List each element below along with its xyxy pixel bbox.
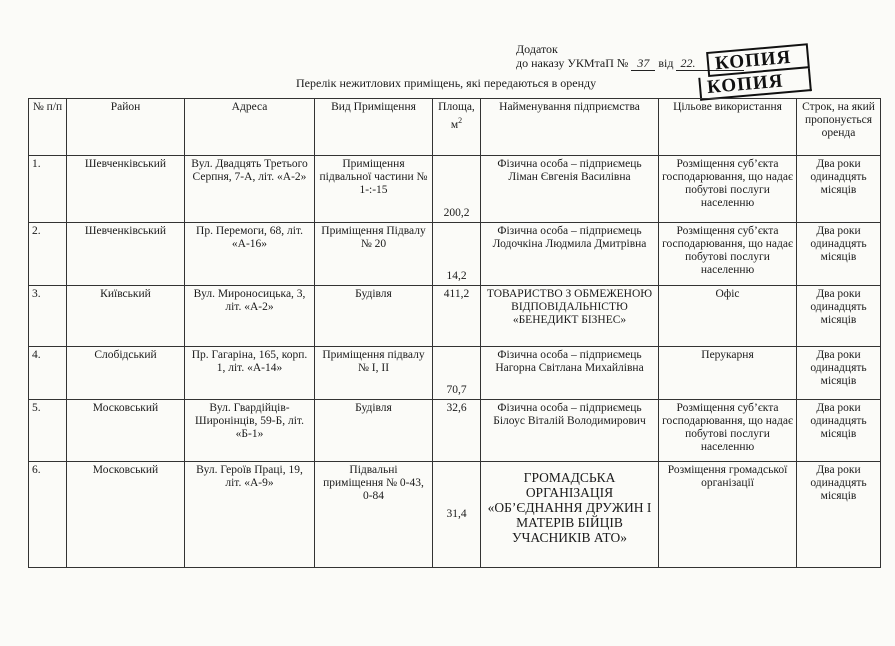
cell-purpose: Розміщення суб’єкта господарювання, що надає побутові послуги населенню <box>659 156 797 223</box>
col-header-term: Строк, на який пропонується оренда <box>797 99 881 156</box>
cell-area: 32,6 <box>433 399 481 462</box>
cell-purpose: Розміщення суб’єкта господарювання, що надає побутові послуги населенню <box>659 399 797 462</box>
cell-term: Два роки одинадцять місяців <box>797 399 881 462</box>
stamp-line-1: КОПИЯ <box>706 43 810 77</box>
cell-area: 31,4 <box>433 462 481 568</box>
cell-district: Київський <box>67 285 185 346</box>
stamp-line-2: КОПИЯ <box>698 68 812 101</box>
cell-premise-type: Приміщення Підвалу № 20 <box>315 222 433 285</box>
cell-purpose: Перукарня <box>659 346 797 399</box>
premises-table <box>28 98 881 568</box>
cell-no: 6. <box>29 462 67 568</box>
cell-term: Два роки одинадцять місяців <box>797 346 881 399</box>
cell-address: Вул. Двадцять Третього Серпня, 7-А, літ. «А-2» <box>185 156 315 223</box>
cell-enterprise: Фізична особа – підприємець Лодочкіна Людмила Дмитрівна <box>481 222 659 285</box>
cell-district: Слобідський <box>67 346 185 399</box>
cell-address: Пр. Перемоги, 68, літ. «А-16» <box>185 222 315 285</box>
table-row <box>29 346 881 399</box>
cell-premise-type: Приміщення підвальної частини № 1-:-15 <box>315 156 433 223</box>
appendix-label: Додаток <box>516 42 558 56</box>
table-row <box>29 156 881 223</box>
col-header-address: Адреса <box>185 99 315 156</box>
col-header-no: № п/п <box>29 99 67 156</box>
order-prefix: до наказу УКМтаП № <box>516 56 629 70</box>
cell-district: Шевченківський <box>67 156 185 223</box>
cell-premise-type: Будівля <box>315 399 433 462</box>
document-title: Перелік нежитлових приміщень, які передаються в оренду <box>296 76 597 90</box>
cell-enterprise: ГРОМАДСЬКА ОРГАНІЗАЦІЯ «ОБ’ЄДНАННЯ ДРУЖИН І МАТЕРІВ БІЙЦІВ УЧАСНИКІВ АТО» <box>481 462 659 568</box>
cell-address: Вул. Мироносицька, 3, літ. «А-2» <box>185 285 315 346</box>
table-row <box>29 399 881 462</box>
col-header-enterprise: Найменування підприємства <box>481 99 659 156</box>
order-date-prefix: від <box>658 56 674 70</box>
cell-purpose: Офіс <box>659 285 797 346</box>
cell-area: 70,7 <box>433 346 481 399</box>
cell-term: Два роки одинадцять місяців <box>797 156 881 223</box>
col-header-purpose: Цільове використання <box>659 99 797 156</box>
col-header-district: Район <box>67 99 185 156</box>
cell-enterprise: Фізична особа – підприємець Ліман Євгенія Василівна <box>481 156 659 223</box>
cell-term: Два роки одинадцять місяців <box>797 285 881 346</box>
cell-premise-type: Будівля <box>315 285 433 346</box>
cell-premise-type: Приміщення підвалу № І, ІІ <box>315 346 433 399</box>
copy-stamp <box>696 43 812 101</box>
col-header-area <box>433 99 481 156</box>
order-number: 37 <box>631 56 655 71</box>
area-unit-sup: 2 <box>458 116 463 125</box>
cell-address: Вул. Гвардійців-Широнінців, 59-Б, літ. «Б-1» <box>185 399 315 462</box>
cell-district: Московський <box>67 462 185 568</box>
cell-no: 1. <box>29 156 67 223</box>
cell-enterprise: Фізична особа – підприємець Білоус Віталій Володимирович <box>481 399 659 462</box>
cell-purpose: Розміщення громадської організації <box>659 462 797 568</box>
cell-purpose: Розміщення суб’єкта господарювання, що надає побутові послуги населенню <box>659 222 797 285</box>
cell-no: 5. <box>29 399 67 462</box>
cell-enterprise: ТОВАРИСТВО З ОБМЕЖЕНОЮ ВІДПОВІДАЛЬНІСТЮ «БЕНЕДИКТ БІЗНЕС» <box>481 285 659 346</box>
table-row <box>29 462 881 568</box>
cell-area: 411,2 <box>433 285 481 346</box>
cell-address: Пр. Гагаріна, 165, корп. 1, літ. «А-14» <box>185 346 315 399</box>
table-header-row <box>29 99 881 156</box>
cell-term: Два роки одинадцять місяців <box>797 222 881 285</box>
cell-address: Вул. Героїв Праці, 19, літ. «А-9» <box>185 462 315 568</box>
cell-area: 200,2 <box>433 156 481 223</box>
order-date: 22. <box>676 56 744 71</box>
cell-district: Шевченківський <box>67 222 185 285</box>
cell-term: Два роки одинадцять місяців <box>797 462 881 568</box>
cell-premise-type: Підвальні приміщення № 0-43, 0-84 <box>315 462 433 568</box>
col-header-premise-type: Вид Приміщення <box>315 99 433 156</box>
cell-no: 3. <box>29 285 67 346</box>
cell-district: Московський <box>67 399 185 462</box>
cell-enterprise: Фізична особа – підприємець Нагорна Світлана Михайлівна <box>481 346 659 399</box>
cell-no: 2. <box>29 222 67 285</box>
table-row <box>29 222 881 285</box>
cell-area: 14,2 <box>433 222 481 285</box>
table-row <box>29 285 881 346</box>
area-label: Площа, м <box>438 101 475 131</box>
cell-no: 4. <box>29 346 67 399</box>
